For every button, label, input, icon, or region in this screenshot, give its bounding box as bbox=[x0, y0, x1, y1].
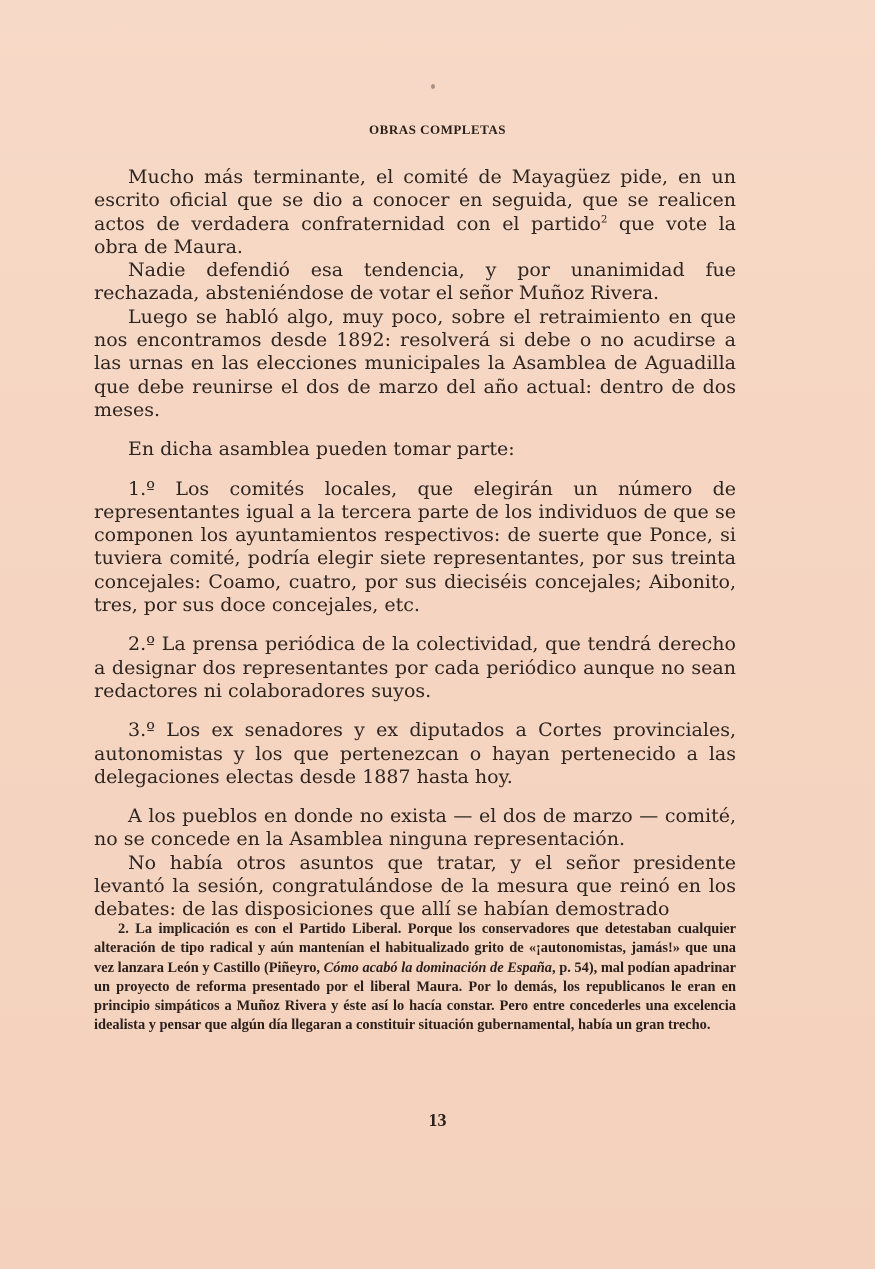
main-text bbox=[94, 166, 736, 922]
paragraph-3: Luego se habló algo, muy poco, sobre el retraimiento en que nos encontramos desde 1892: resolverá si debe o no acudirse a las urnas en las elecciones municipales la Asamblea de Aguadilla que debe reunirse el dos de marzo del año actual: dentro de dos meses. bbox=[94, 305, 736, 421]
footnote bbox=[94, 920, 736, 1036]
list-item-1: 1.º Los comités locales, que elegirán un número de representantes igual a la tercera parte de los individuos de que se componen los ayuntamientos respectivos: de suerte que Ponce, si tuviera comité, podría elegir siete representantes, por sus treinta concejales: Coamo, cuatro, por sus dieciséis concejales; Aibonito, tres, por sus doce concejales, etc. bbox=[94, 477, 736, 617]
running-header: OBRAS COMPLETAS bbox=[369, 122, 506, 137]
paragraph-5: A los pueblos en donde no exista — el dos de marzo — comité, no se concede en la Asamblea ninguna representación. bbox=[94, 805, 736, 851]
ink-speck bbox=[431, 84, 435, 89]
paragraph-1: Mucho más terminante, el comité de Mayagüez pide, en un escrito oficial que se dio a conocer en seguida, que se realicen actos de verdadera confraternidad con el partido$^2$ que vote la obra de Maura. bbox=[94, 166, 736, 258]
page-number: 13 bbox=[428, 1110, 447, 1130]
paragraph-6: No había otros asuntos que tratar, y el señor presidente levantó la sesión, congratulándose de la mesura que reinó en los debates: de las disposiciones que allí se habían demostrado bbox=[94, 851, 736, 921]
list-item-3: 3.º Los ex senadores y ex diputados a Cortes provinciales, autonomistas y los que pertenezcan o hayan pertenecido a las delegaciones electas desde 1887 hasta hoy. bbox=[94, 719, 736, 788]
paragraph-4: En dicha asamblea pueden tomar parte: bbox=[128, 438, 515, 461]
footnote-book-title: Cómo acabó la dominación de España bbox=[323, 959, 552, 976]
list-item-2: 2.º La prensa periódica de la colectividad, que tendrá derecho a designar dos representantes por cada periódico aunque no sean redactores ni colaboradores suyos. bbox=[94, 633, 736, 702]
paragraph-2: Nadie defendió esa tendencia, y por unanimidad fue rechazada, absteniéndose de votar el señor Muñoz Rivera. bbox=[94, 259, 736, 305]
footnote-reference: 2 bbox=[600, 214, 608, 226]
footnote-text: 2. La implicación es con el Partido Liberal. Porque los conservadores que detestaban cualquier alteración de tipo radical y aún mantenían el habitualizado grito de «¡autonomistas, jamás!» que una vez lanzara León y Castillo (Piñeyro, Cómo acabó la dominación de España, p. 54), mal podían apadrinar un proyecto de reforma presentado por el liberal Maura. Por lo demás, los republicanos le eran en principio simpáticos a Muñoz Rivera y éste así lo hacía constar. Pero entre concederles una excelencia idealista y pensar que algún día llegaran a constituir situación gubernamental, había un gran trecho. bbox=[94, 921, 736, 1034]
